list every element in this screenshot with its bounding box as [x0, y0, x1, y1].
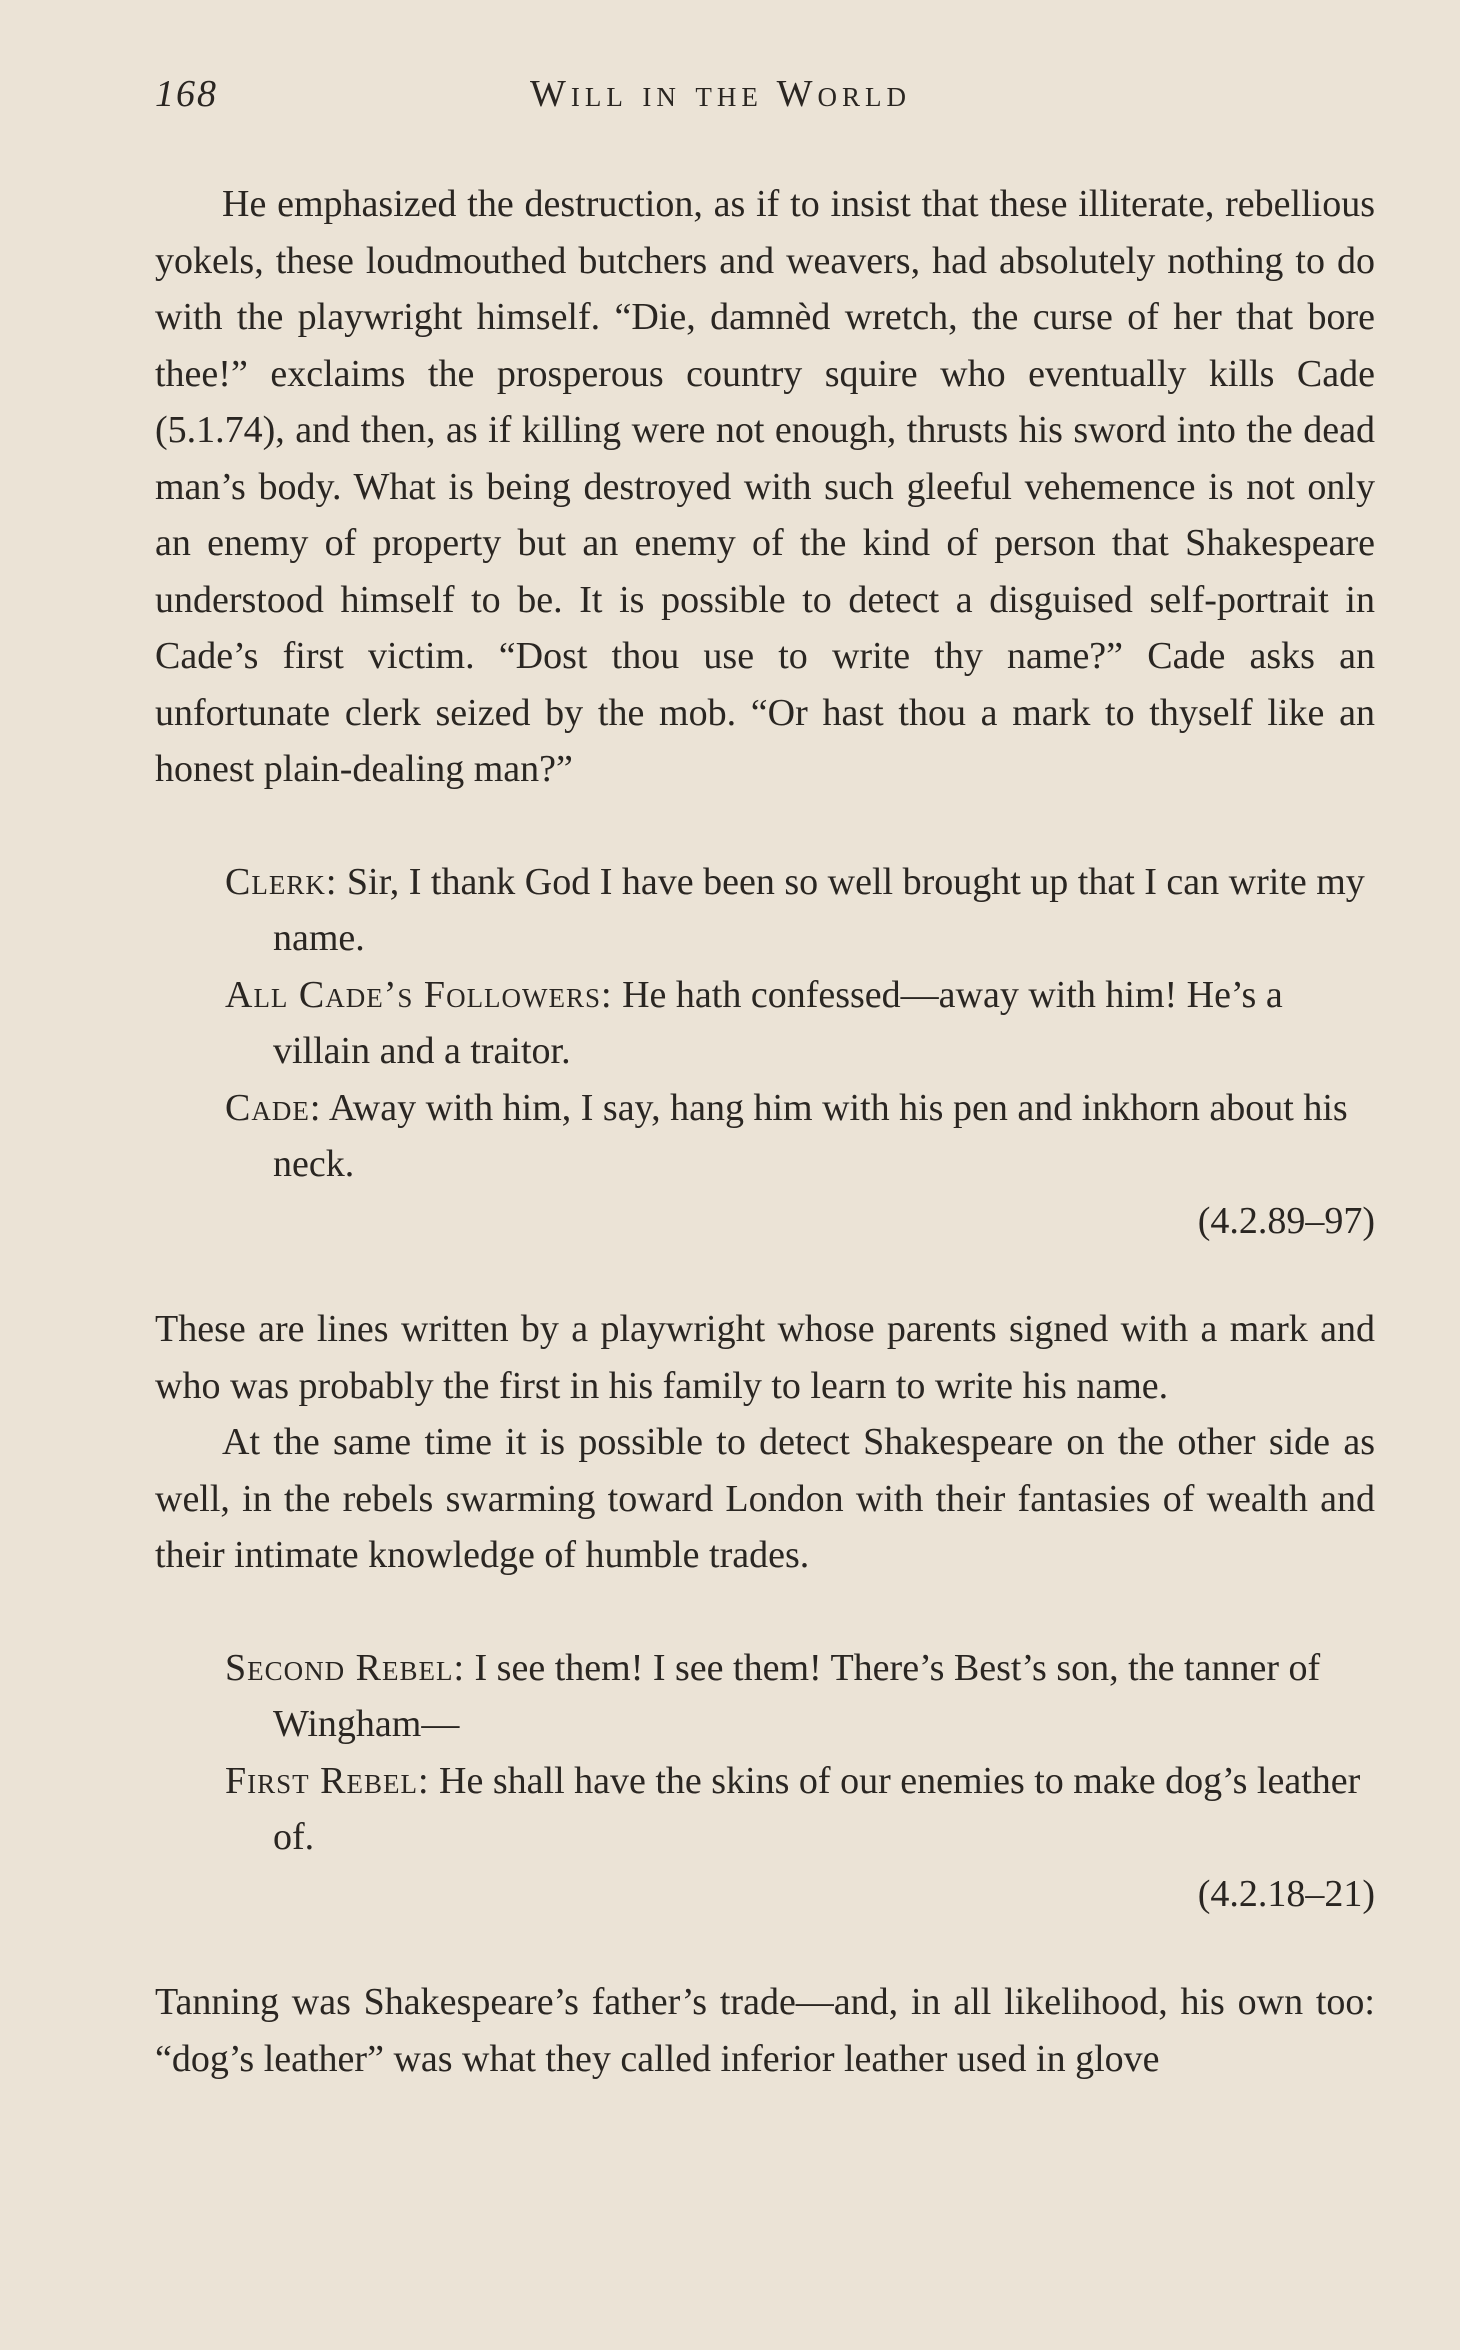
dialogue-quote-2 [155, 1640, 1375, 1923]
citation: (4.2.18–21) [1197, 1872, 1375, 1915]
speech-text: I see them! I see them! There’s Best’s son, the tanner of Wingham— [273, 1646, 1321, 1745]
dialogue-quote-1 [155, 854, 1375, 1250]
speaker-name: Clerk: [225, 860, 338, 903]
running-head: Will in the World [530, 73, 911, 115]
speech-text: He shall have the skins of our enemies to make dog’s leather of. [273, 1759, 1361, 1858]
page-number: 168 [155, 73, 218, 115]
paragraph-2: These are lines written by a playwright whose parents signed with a mark and who was probably the first in his family to learn to write his name. [155, 1308, 1375, 1407]
paragraph-1: He emphasized the destruction, as if to insist that these illiterate, rebellious yokels, these loudmouthed butchers and weavers, had absolutely nothing to do with the playwright himself. “Die, damnèd wretch, the curse of her that bore thee!” exclaims the prosperous country squire who eventually kills Cade (5.1.74), and then, as if killing were not enough, thrusts his sword into the dead man’s body. What is being destroyed with such gleeful vehemence is not only an enemy of property but an enemy of the kind of person that Shakespeare understood himself to be. It is possible to detect a disguised self-portrait in Cade’s first victim. “Dost thou use to write thy name?” Cade asks an unfortunate clerk seized by the mob. “Or hast thou a mark to thyself like an honest plain-dealing man?” [155, 183, 1375, 790]
speech-text: Away with him, I say, hang him with his pen and inkhorn about his neck. [273, 1086, 1348, 1185]
body-text [155, 176, 1375, 2087]
paragraph-3: At the same time it is possible to detect Shakespeare on the other side as well, in the rebels swarming toward London with their fantasies of wealth and their intimate knowledge of humble trades. [155, 1421, 1375, 1576]
speaker-name: Second Rebel: [225, 1646, 466, 1689]
speaker-name: Cade: [225, 1086, 322, 1129]
citation: (4.2.89–97) [1197, 1199, 1375, 1242]
speech-text: He hath confessed—away with him! He’s a villain and a traitor. [273, 973, 1283, 1072]
speech-line [225, 1640, 1375, 1753]
speech-line [225, 1753, 1375, 1866]
page-header [155, 72, 1375, 122]
speech-line [225, 854, 1375, 967]
paragraph-4: Tanning was Shakespeare’s father’s trade—and, in all likelihood, his own too: “dog’s leather” was what they called inferior leather used in glove [155, 1981, 1375, 2080]
speaker-name: First Rebel: [225, 1759, 430, 1802]
speech-line [225, 967, 1375, 1080]
speech-line [225, 1080, 1375, 1193]
speech-text: Sir, I thank God I have been so well brought up that I can write my name. [273, 860, 1365, 959]
speaker-name: All Cade’s Followers: [225, 973, 613, 1016]
